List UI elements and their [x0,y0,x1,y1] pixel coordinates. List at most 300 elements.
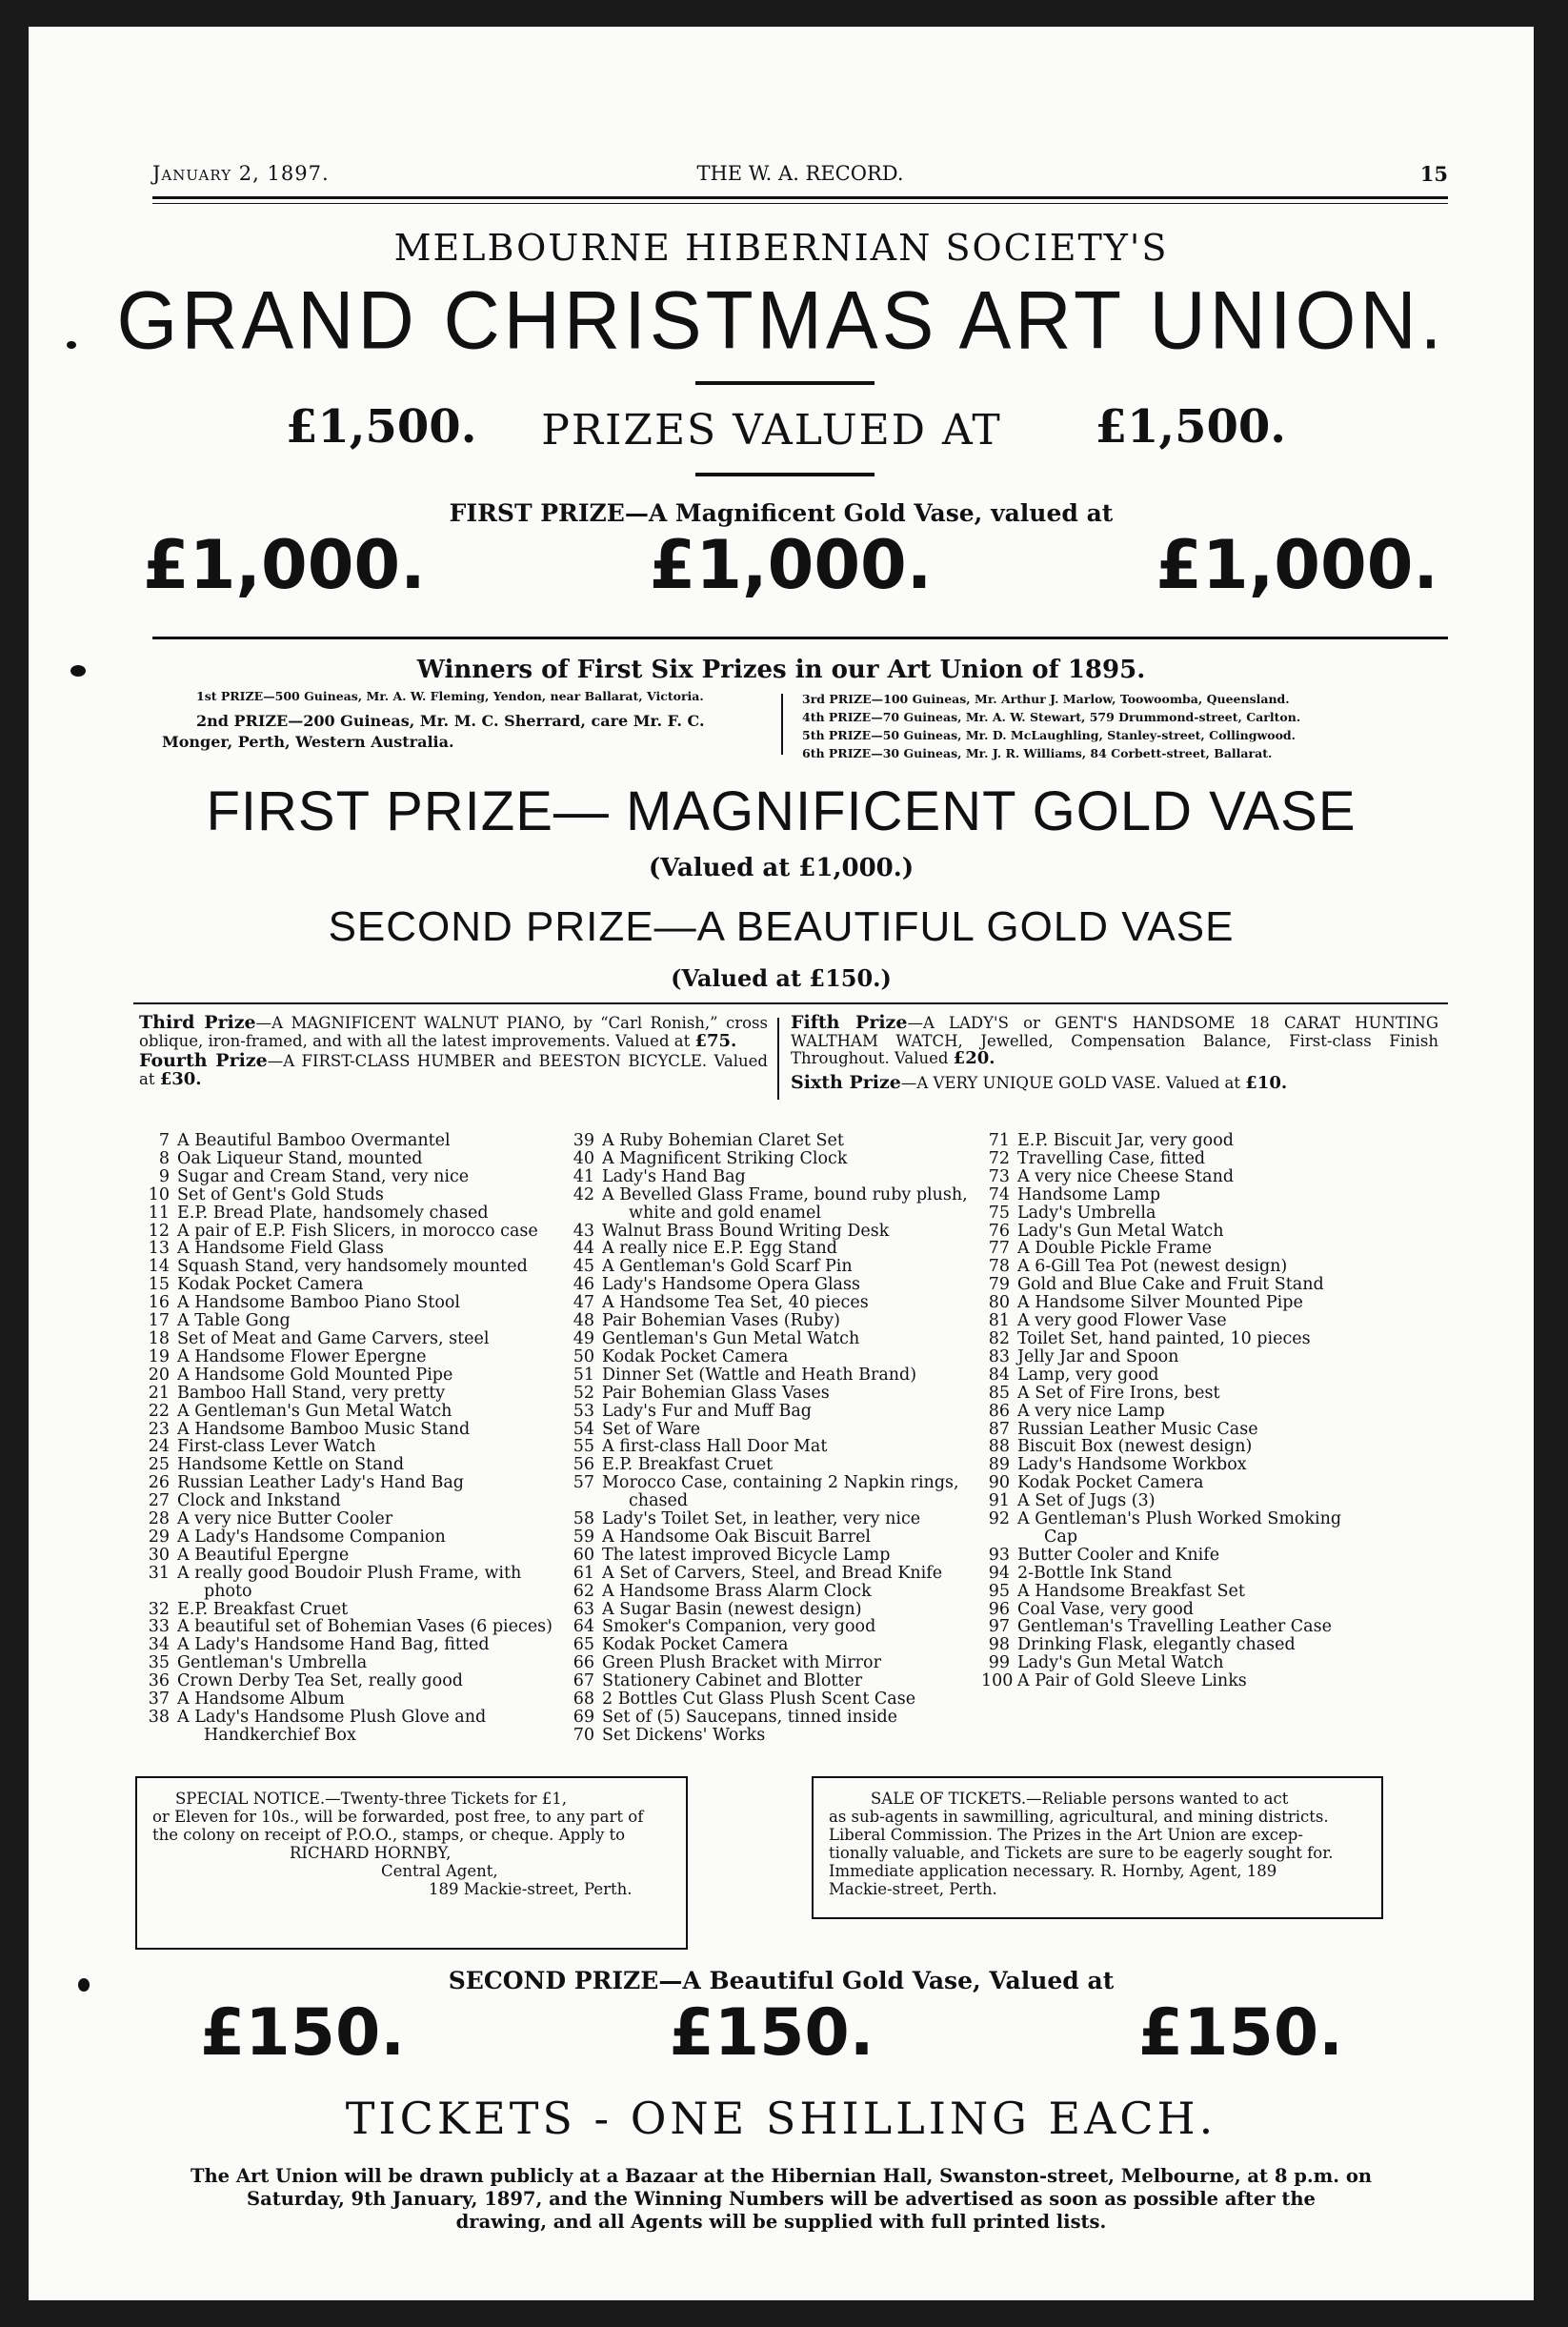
special-notice-line: or Eleven for 10s., will be forwarded, post free, to any part of [152,1808,644,1826]
prize-number: 81 [988,1311,1010,1331]
prize-description: A Lady's Handsome Companion [177,1527,446,1547]
prize-list-item [981,1150,1410,1168]
prize-number: 27 [148,1491,170,1511]
fourth-prize [139,1052,768,1088]
prize-number: 71 [988,1131,1010,1150]
sale-notice-line: Liberal Commission. The Prizes in the Art Union are excep- [829,1826,1303,1844]
prize-list-item [566,1727,975,1745]
prize-number: 64 [573,1617,594,1637]
prize-list-item [141,1276,560,1294]
prize-number: 33 [148,1617,170,1637]
prize-list-item [566,1636,975,1654]
prize-list-item [141,1456,560,1474]
prize-description: Travelling Case, fitted [1017,1148,1206,1168]
prize-description: 2 Bottles Cut Glass Plush Scent Case [602,1690,916,1710]
prize-number: 16 [148,1293,170,1313]
prize-number: 43 [573,1221,594,1241]
prize-list-item [566,1456,975,1474]
prize-number [566,1204,602,1223]
fourth-prize-text: —A FIRST-CLASS HUMBER and BEESTON BICYCLE. Valued at [139,1052,768,1088]
special-notice-address: 189 Mackie-street, Perth. [429,1880,633,1898]
prize-list-item [566,1276,975,1294]
first-prize-heading: FIRST PRIZE—A Magnificent Gold Vase, valued at [449,499,1114,527]
special-notice-title: Central Agent, [381,1862,498,1880]
prize-number: 97 [988,1617,1010,1637]
third-prize [139,1014,768,1050]
prize-description: A Gentleman's Plush Worked Smoking [1017,1509,1342,1529]
prize-list-item [566,1492,975,1510]
sale-notice-line: Immediate application necessary. R. Hornby, Agent, 189 [829,1862,1277,1880]
prize-number: 23 [148,1419,170,1439]
second-amount-left: £150. [200,1995,406,2071]
prize-list-item [141,1403,560,1421]
prize-number: 26 [148,1473,170,1493]
prize-description: Set of Meat and Game Carvers, steel [177,1328,490,1348]
prize-description: Lady's Gun Metal Watch [1017,1653,1224,1673]
tickets-price-line: TICKETS - ONE SHILLING EACH. [345,2093,1217,2144]
header-rule [152,196,1448,199]
winners-heading: Winners of First Six Prizes in our Art Union of 1895. [416,656,1146,684]
society-name: MELBOURNE HIBERNIAN SOCIETY'S [393,227,1169,269]
prize-list-item [141,1438,560,1456]
prize-description: Lady's Hand Bag [602,1166,746,1186]
prize-list-item [981,1601,1410,1619]
prize-total-right: £1,500. [1095,400,1286,454]
prize-description: A Handsome Gold Mounted Pipe [177,1365,453,1385]
prize-list-item [981,1636,1410,1654]
prize-list-item [566,1132,975,1150]
prize-number: 70 [573,1725,594,1745]
prize-number: 95 [988,1581,1010,1601]
prize-description: Dinner Set (Wattle and Heath Brand) [602,1365,917,1385]
prize-list-item [141,1258,560,1276]
prize-number: 62 [573,1581,594,1601]
prize-description: Sugar and Cream Stand, very nice [177,1166,470,1186]
drawing-notice-line: drawing, and all Agents will be supplied with full printed lists. [455,2211,1107,2233]
prize-list-item [981,1132,1410,1150]
prize-description: Coal Vase, very good [1017,1599,1194,1619]
prize-description: Russian Leather Music Case [1017,1419,1258,1439]
header-paper-title: THE W. A. RECORD. [696,162,904,185]
prize-list-item [566,1330,975,1348]
prize-list-item [141,1565,560,1583]
prize-description: white and gold enamel [629,1203,821,1223]
fifth-prize-value: £20. [953,1048,995,1068]
prize-number: 56 [573,1455,594,1475]
prize-list-item [141,1672,560,1690]
prize-description: E.P. Breakfast Cruet [177,1599,349,1619]
prize-list-item [566,1565,975,1583]
prize-number: 19 [148,1346,170,1366]
prize-list-item [141,1474,560,1492]
prize-number: 90 [988,1473,1010,1493]
prize-list-item [141,1168,560,1186]
prize-number: 29 [148,1527,170,1547]
header-rule [152,203,1448,204]
winner-1st: 1st PRIZE—500 Guineas, Mr. A. W. Fleming, Yendon, near Ballarat, Victoria. [196,689,704,703]
sixth-prize-label: Sixth Prize [791,1071,901,1093]
prize-number: 22 [148,1401,170,1421]
prize-number: 24 [148,1437,170,1457]
prize-description: photo [204,1581,252,1601]
winner-5th: 5th PRIZE—50 Guineas, Mr. D. McLaughling, Stanley-street, Collingwood. [802,728,1297,742]
sale-notice-line: Mackie-street, Perth. [829,1880,997,1898]
prize-list-item [141,1636,560,1654]
prize-description: Green Plush Bracket with Mirror [602,1653,881,1673]
prize-description: Gentleman's Umbrella [177,1653,368,1673]
prize-list-item [981,1330,1410,1348]
prize-list-item [981,1276,1410,1294]
prize-number: 63 [573,1599,594,1619]
prize-list-item [566,1690,975,1709]
prize-number: 78 [988,1257,1010,1277]
prize-description: Lady's Fur and Muff Bag [602,1401,812,1421]
prize-list-item [981,1223,1410,1241]
prize-description: Gentleman's Gun Metal Watch [602,1328,860,1348]
prize-list-item [141,1547,560,1565]
prize-description: Clock and Inkstand [177,1491,341,1511]
winner-3rd: 3rd PRIZE—100 Guineas, Mr. Arthur J. Marlow, Toowoomba, Queensland. [802,692,1290,706]
prize-list-item [566,1204,975,1223]
prize-description: A Gentleman's Gun Metal Watch [177,1401,452,1421]
prize-description: A first-class Hall Door Mat [602,1437,828,1457]
prize-description: Lady's Toilet Set, in leather, very nice [602,1509,921,1529]
prize-number: 96 [988,1599,1010,1619]
prize-number: 61 [573,1563,594,1583]
prize-number: 42 [573,1184,594,1204]
prize-number: 46 [573,1275,594,1295]
prize-description: A Lady's Handsome Hand Bag, fitted [177,1635,490,1655]
second-prize-amounts [200,1995,1343,2075]
prize-number: 72 [988,1148,1010,1168]
prize-description: A Double Pickle Frame [1017,1239,1212,1259]
prize-number: 83 [988,1346,1010,1366]
prize-list-item [141,1709,560,1727]
prize-description: Kodak Pocket Camera [1017,1473,1204,1493]
prize-description: A Handsome Brass Alarm Clock [602,1581,872,1601]
winners-divider [781,694,783,755]
prize-number: 41 [573,1166,594,1186]
prize-number: 21 [148,1383,170,1403]
prize-number: 55 [573,1437,594,1457]
prize-description: The latest improved Bicycle Lamp [602,1545,891,1565]
prize-number: 13 [148,1239,170,1259]
prize-list-item [566,1186,975,1204]
prize-description: Oak Liqueur Stand, mounted [177,1148,423,1168]
prize-number: 58 [573,1509,594,1529]
section-rule [152,637,1448,639]
prize-description: Gentleman's Travelling Leather Case [1017,1617,1332,1637]
prize-description: Morocco Case, containing 2 Napkin rings, [602,1473,959,1493]
prize-description: Lady's Handsome Workbox [1017,1455,1247,1475]
prize-description: Lady's Umbrella [1017,1203,1156,1223]
prize-description: A Handsome Breakfast Set [1017,1581,1245,1601]
prize-list-item [981,1294,1410,1312]
special-notice-name: RICHARD HORNBY, [290,1844,452,1862]
prize-list-item [566,1403,975,1421]
winner-2nd: 2nd PRIZE—200 Guineas, Mr. M. C. Sherrard, care Mr. F. C. [196,712,705,730]
prize-list-item [566,1672,975,1690]
prize-description: Gold and Blue Cake and Fruit Stand [1017,1275,1324,1295]
prize-list-item [981,1438,1410,1456]
prize-description: A pair of E.P. Fish Slicers, in morocco case [177,1221,538,1241]
first-prize-amounts [143,526,1438,612]
prize-description: Handsome Kettle on Stand [177,1455,405,1475]
prize-number: 65 [573,1635,594,1655]
winners-right-column [802,690,1469,762]
prize-list-item [141,1294,560,1312]
prize-description: E.P. Biscuit Jar, very good [1017,1131,1234,1150]
prize-number: 40 [573,1148,594,1168]
prize-description: Toilet Set, hand painted, 10 pieces [1017,1328,1311,1348]
second-prize-title: SECOND PRIZE—A BEAUTIFUL GOLD VASE [328,903,1235,950]
drawing-notice-line: Saturday, 9th January, 1897, and the Winning Numbers will be advertised as soon as possible after the [247,2188,1316,2210]
prize-number: 66 [573,1653,594,1673]
prize-list-item [141,1330,560,1348]
prize-number: 28 [148,1509,170,1529]
prize-number: 44 [573,1239,594,1259]
prize-list-item [566,1168,975,1186]
prize-list-item [981,1258,1410,1276]
prize-list-item [981,1456,1410,1474]
prize-list-item [141,1223,560,1241]
prize-list-item [566,1547,975,1565]
prize-number: 74 [988,1184,1010,1204]
prize-list-item [141,1492,560,1510]
prize-list-item [141,1510,560,1528]
prize-number: 69 [573,1708,594,1727]
second-prize-valued: (Valued at £150.) [671,964,892,992]
prize-description: A beautiful set of Bohemian Vases (6 pieces) [177,1617,553,1637]
fifth-prize [791,1014,1438,1068]
prize-number: 86 [988,1401,1010,1421]
prize-number: 25 [148,1455,170,1475]
prize-number: 73 [988,1166,1010,1186]
fourth-prize-value: £30. [159,1068,202,1089]
prize-description: A Handsome Album [177,1690,345,1710]
prize-description: Handsome Lamp [1017,1184,1161,1204]
prize-list-item [981,1168,1410,1186]
sale-of-tickets-box [812,1776,1383,1919]
prize-description: Lady's Handsome Opera Glass [602,1275,860,1295]
prize-number [566,1492,602,1510]
special-notice-line: SPECIAL NOTICE.—Twenty-three Tickets for £1, [175,1790,568,1808]
prize-number: 31 [148,1563,170,1583]
prize-description: First-class Lever Watch [177,1437,376,1457]
prize-list-item [566,1312,975,1330]
prize-description: Pair Bohemian Glass Vases [602,1383,830,1403]
prize-description: A Table Gong [177,1311,291,1331]
prize-number: 59 [573,1527,594,1547]
prize-list-item [981,1366,1410,1385]
prize-number: 48 [573,1311,594,1331]
prize-list-item [566,1654,975,1672]
prize-list-item [566,1438,975,1456]
prize-number: 89 [988,1455,1010,1475]
prize-description: Set of Ware [602,1419,701,1439]
prize-number: 91 [988,1491,1010,1511]
prize-description: A Handsome Oak Biscuit Barrel [602,1527,872,1547]
prize-list-column-2 [566,1132,975,1745]
fifth-sixth-prizes [791,1014,1438,1092]
prizes-valued-at: PRIZES VALUED AT [541,406,1002,455]
prize-number: 60 [573,1545,594,1565]
prize-number: 11 [148,1203,170,1223]
prize-number: 79 [988,1275,1010,1295]
fifth-prize-label: Fifth Prize [791,1012,908,1033]
prize-description: Kodak Pocket Camera [177,1275,364,1295]
prize-list-item [141,1583,560,1601]
prize-number: 77 [988,1239,1010,1259]
prize-description: Pair Bohemian Vases (Ruby) [602,1311,840,1331]
prize-number: 37 [148,1690,170,1710]
prize-number: 10 [148,1184,170,1204]
prize-description: A very nice Lamp [1017,1401,1165,1421]
sixth-prize [791,1071,1438,1093]
winners-left-column [162,688,772,753]
newspaper-page [29,27,1534,2300]
prize-description: A really nice E.P. Egg Stand [602,1239,837,1259]
prize-list-item [566,1348,975,1366]
prize-list-item [141,1690,560,1709]
prize-description: A Beautiful Epergne [177,1545,350,1565]
sixth-prize-value: £10. [1245,1072,1288,1093]
prize-list-item [981,1240,1410,1258]
prize-list-item [141,1366,560,1385]
section-rule [133,1002,1448,1004]
prize-description: A Sugar Basin (newest design) [602,1599,862,1619]
prize-description: A Set of Jugs (3) [1017,1491,1156,1511]
fifth-prize-text: —A LADY'S or GENT'S HANDSOME 18 CARAT HUNTING WALTHAM WATCH, Jewelled, Compensation Balance, First-class Finish Throughout. Valued [791,1014,1438,1067]
prize-description: Butter Cooler and Knife [1017,1545,1220,1565]
first-prize-valued: (Valued at £1,000.) [648,854,915,882]
prize-number: 85 [988,1383,1010,1403]
prize-number: 15 [148,1275,170,1295]
prize-description: E.P. Breakfast Cruet [602,1455,774,1475]
prize-description: A 6-Gill Tea Pot (newest design) [1017,1257,1288,1277]
prize-number: 80 [988,1293,1010,1313]
winner-4th: 4th PRIZE—70 Guineas, Mr. A. W. Stewart, 579 Drummond-street, Carlton. [802,710,1301,724]
sixth-prize-text: —A VERY UNIQUE GOLD VASE. Valued at [900,1073,1241,1092]
prize-number: 51 [573,1365,594,1385]
first-amount-center: £1,000. [649,526,933,604]
prize-number: 76 [988,1221,1010,1241]
prize-list-column-3 [981,1132,1410,1690]
prize-list-item [141,1727,560,1745]
prize-list-item [981,1618,1410,1636]
prize-number: 88 [988,1437,1010,1457]
winner-2nd-cont: Monger, Perth, Western Australia. [162,733,454,751]
prize-list-item [981,1492,1410,1510]
prize-list-item [141,1132,560,1150]
prize-description: A Lady's Handsome Plush Glove and [177,1708,487,1727]
prize-description: A very nice Cheese Stand [1017,1166,1235,1186]
prize-number: 38 [148,1708,170,1727]
prize-description: Handkerchief Box [204,1725,356,1745]
prize-list-item [141,1150,560,1168]
prize-number: 84 [988,1365,1010,1385]
prize-number: 32 [148,1599,170,1619]
winner-6th: 6th PRIZE—30 Guineas, Mr. J. R. Williams, 84 Corbett-street, Ballarat. [802,746,1273,760]
prize-number: 52 [573,1383,594,1403]
prize-description: A Ruby Bohemian Claret Set [602,1131,844,1150]
prize-list-item [981,1547,1410,1565]
prize-list-item [981,1421,1410,1439]
prize-list-column-1 [141,1132,560,1745]
prize-number: 93 [988,1545,1010,1565]
prize-list-item [141,1186,560,1204]
prize-list-item [566,1150,975,1168]
prize-number: 92 [988,1509,1010,1529]
prize-list-item [141,1654,560,1672]
prize-number: 50 [573,1346,594,1366]
prize-number: 45 [573,1257,594,1277]
prize-number: 30 [148,1545,170,1565]
prize-list-item [981,1204,1410,1223]
prize-list-item [981,1565,1410,1583]
prize-list-item [981,1186,1410,1204]
prize-description: A Set of Fire Irons, best [1017,1383,1220,1403]
prize-list-item [981,1474,1410,1492]
prize-list-item [566,1510,975,1528]
prize-number: 8 [158,1148,170,1168]
prize-number: 75 [988,1203,1010,1223]
prize-number: 99 [988,1653,1010,1673]
third-prize-text: —A MAGNIFICENT WALNUT PIANO, by “Carl Ronish,” cross oblique, iron-framed, and with all the latest improvements. Valued at [139,1014,768,1050]
prize-number: 100 [981,1671,1014,1691]
drawing-notice-line: The Art Union will be drawn publicly at a Bazaar at the Hibernian Hall, Swanston-street, Melbourne, at 8 p.m. on [190,2165,1373,2187]
prizes-valued-line [286,400,1286,467]
prize-description: Smoker's Companion, very good [602,1617,876,1637]
prize-description: A Magnificent Striking Clock [602,1148,848,1168]
prize-number: 14 [148,1257,170,1277]
prize-number: 12 [148,1221,170,1241]
prize-list-item [566,1258,975,1276]
prize-number: 54 [573,1419,594,1439]
prize-number: 20 [148,1365,170,1385]
prize-description: 2-Bottle Ink Stand [1017,1563,1173,1583]
prize-number: 94 [988,1563,1010,1583]
prize-number: 17 [148,1311,170,1331]
prize-number: 7 [158,1131,170,1150]
prize-description: A Handsome Flower Epergne [177,1346,427,1366]
prize-description: Set of (5) Saucepans, tinned inside [602,1708,898,1727]
header-date: January 2, 1897. [152,162,330,185]
prize-description: A really good Boudoir Plush Frame, with [177,1563,522,1583]
prize-description: Bamboo Hall Stand, very pretty [177,1383,446,1403]
prize-list-item [141,1204,560,1223]
prize-number: 18 [148,1328,170,1348]
prize-list-item [141,1421,560,1439]
prize-list-item [981,1528,1410,1547]
prize-description: Walnut Brass Bound Writing Desk [602,1221,890,1241]
prize-list-item [981,1583,1410,1601]
prize-list-item [566,1223,975,1241]
third-prize-label: Third Prize [139,1012,256,1033]
prize-description: chased [629,1491,689,1511]
third-prize-value: £75. [694,1030,737,1051]
prize-list-item [141,1240,560,1258]
fourth-prize-label: Fourth Prize [139,1050,268,1071]
prize-description: Drinking Flask, elegantly chased [1017,1635,1296,1655]
second-amount-right: £150. [1137,1995,1343,2071]
prize-description: Kodak Pocket Camera [602,1635,789,1655]
prize-number: 68 [573,1690,594,1710]
prize-list-item [566,1528,975,1547]
drawing-notice [114,2165,1448,2234]
prize-description: A Pair of Gold Sleeve Links [1017,1671,1247,1691]
prize-list-item [141,1528,560,1547]
